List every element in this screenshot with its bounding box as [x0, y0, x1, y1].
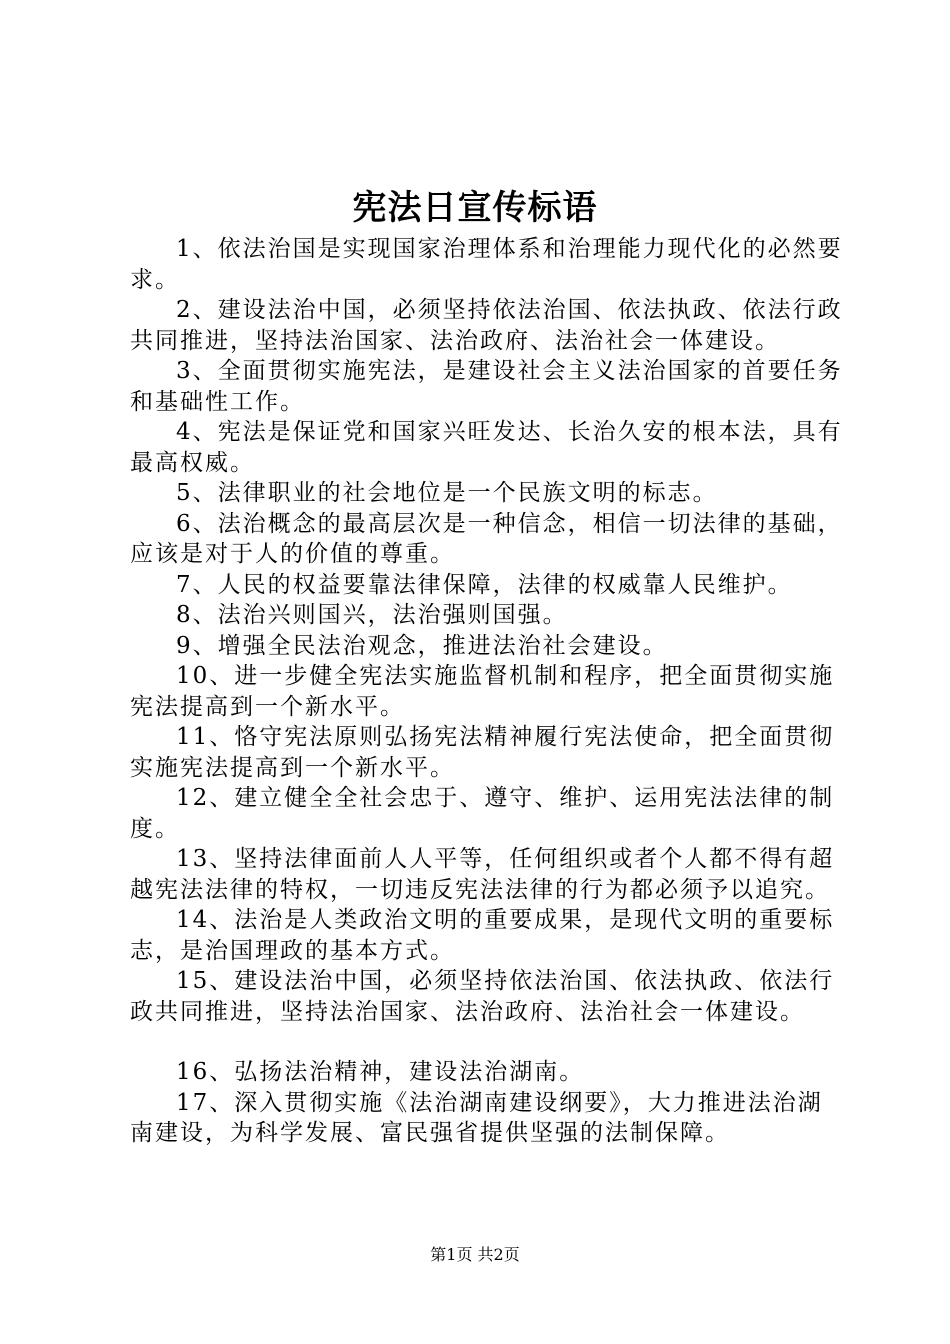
slogan-item-3: 3、全面贯彻实施宪法，是建设社会主义法治国家的首要任务和基础性工作。 — [130, 358, 843, 415]
slogan-item-7: 7、人民的权益要靠法律保障，法律的权威靠人民维护。 — [176, 571, 793, 598]
slogan-item-12: 12、建立健全全社会忠于、遵守、维护、运用宪法法律的制度。 — [130, 785, 835, 842]
slogan-item-5: 5、法律职业的社会地位是一个民族文明的标志。 — [176, 480, 718, 506]
slogan-list — [130, 234, 845, 1149]
slogan-item-1: 1、依法治国是实现国家治理体系和治理能力现代化的必然要求。 — [130, 236, 843, 293]
slogan-item-15: 15、建设法治中国，必须坚持依法治国、依法执政、依法行政共同推进，坚持法治国家、法治政府、法治社会一体建设。 — [130, 968, 835, 1025]
slogan-item-6: 6、法治概念的最高层次是一种信念，相信一切法律的基础，应该是对于人的价值的尊重。 — [130, 510, 843, 567]
slogan-item-10: 10、进一步健全宪法实施监督机制和程序，把全面贯彻实施宪法提高到一个新水平。 — [130, 663, 835, 720]
slogan-item-4: 4、宪法是保证党和国家兴旺发达、长治久安的根本法，具有最高权威。 — [130, 419, 843, 476]
slogan-item-9: 9、增强全民法治观念，推进法治社会建设。 — [176, 632, 668, 659]
slogan-item-17: 17、深入贯彻实施《法治湖南建设纲要》，大力推进法治湖南建设，为科学发展、富民强省提供坚强的法制保障。 — [130, 1089, 823, 1146]
slogan-item-16: 16、弘扬法治精神，建设法治湖南。 — [176, 1059, 585, 1085]
page-title: 宪法日宣传标语 — [352, 188, 598, 228]
slogan-item-13: 13、坚持法律面前人人平等，任何组织或者个人都不得有超越宪法法律的特权，一切违反宪法法律的行为都必须予以追究。 — [130, 846, 835, 903]
slogan-item-2: 2、建设法治中国，必须坚持依法治国、依法执政、依法行政共同推进，坚持法治国家、法治政府、法治社会一体建设。 — [130, 297, 843, 354]
slogan-item-14: 14、法治是人类政治文明的重要成果，是现代文明的重要标志，是治国理政的基本方式。 — [130, 907, 835, 964]
slogan-item-11: 11、恪守宪法原则弘扬宪法精神履行宪法使命，把全面贯彻实施宪法提高到一个新水平。 — [130, 724, 835, 781]
slogan-item-8: 8、法治兴则国兴，法治强则国强。 — [176, 602, 568, 628]
page-footer: 第1页 共2页 — [430, 1245, 520, 1264]
